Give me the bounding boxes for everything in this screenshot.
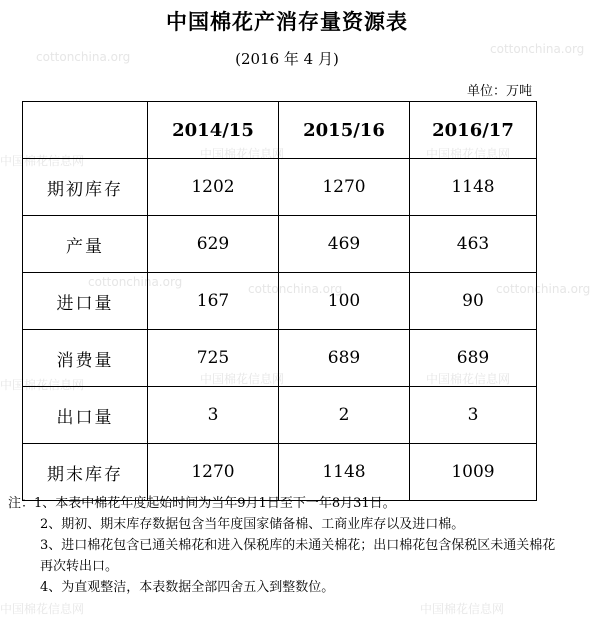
footnote: 2、期初、期末库存数据包含当年度国家储备棉、工商业库存以及进口棉。 (40, 517, 465, 532)
watermark: 中国棉花信息网 (426, 372, 511, 386)
row-label: 消费量 (23, 330, 148, 387)
watermark: 中国棉花信息网 (200, 372, 285, 386)
watermark: 中国棉花信息网 (0, 602, 85, 616)
header-cell-2016-17: 2016/17 (410, 102, 537, 159)
table-row (23, 159, 537, 216)
table-row (23, 330, 537, 387)
watermark: 中国棉花信息网 (426, 147, 511, 161)
cotton-balance-table (22, 101, 537, 501)
header-cell-2014-15: 2014/15 (148, 102, 279, 159)
table-cell: 469 (279, 216, 410, 273)
table-row (23, 216, 537, 273)
table-cell: 1148 (410, 159, 537, 216)
watermark: 中国棉花信息网 (0, 378, 85, 392)
table-cell: 167 (148, 273, 279, 330)
table-row (23, 444, 537, 501)
table-cell: 3 (410, 387, 537, 444)
footnote: 4、为直观整洁，本表数据全部四舍五入到整数位。 (40, 580, 335, 595)
table-cell: 90 (410, 273, 537, 330)
footnote: 3、进口棉花包含已通关棉花和进入保税库的未通关棉花；出口棉花包含保税区未通关棉花再次转出口。 (40, 538, 556, 574)
watermark: cottonchina.org (490, 42, 585, 56)
table-cell: 3 (148, 387, 279, 444)
page-title: 中国棉花产消存量资源表 (166, 10, 408, 34)
row-label: 产量 (23, 216, 148, 273)
table-cell: 689 (279, 330, 410, 387)
watermark: cottonchina.org (248, 282, 343, 296)
watermark: cottonchina.org (496, 282, 590, 296)
row-label: 出口量 (23, 387, 148, 444)
footnote: 注：1、本表中棉花年度起始时间为当年9月1日至下一年8月31日。 (8, 496, 396, 511)
table-cell: 463 (410, 216, 537, 273)
row-label: 期初库存 (23, 159, 148, 216)
table-cell: 1148 (279, 444, 410, 501)
watermark: 中国棉花信息网 (0, 154, 85, 168)
table-cell: 2 (279, 387, 410, 444)
row-label: 进口量 (23, 273, 148, 330)
header-cell-empty (23, 102, 148, 159)
table-cell: 1270 (279, 159, 410, 216)
table-row (23, 273, 537, 330)
watermark: 中国棉花信息网 (200, 147, 285, 161)
table-cell: 100 (279, 273, 410, 330)
header-cell-2015-16: 2015/16 (279, 102, 410, 159)
watermark: cottonchina.org (36, 50, 131, 64)
watermark: 中国棉花信息网 (420, 602, 505, 616)
unit-label: 单位：万吨 (466, 84, 532, 99)
table-cell: 1202 (148, 159, 279, 216)
table-cell: 1270 (148, 444, 279, 501)
table-header-row (23, 102, 537, 159)
footnotes (8, 493, 568, 598)
page-subtitle: (2016 年 4 月) (235, 50, 339, 68)
table-cell: 689 (410, 330, 537, 387)
watermark: cottonchina.org (88, 275, 183, 289)
table-row (23, 387, 537, 444)
table-cell: 629 (148, 216, 279, 273)
table-cell: 1009 (410, 444, 537, 501)
row-label: 期末库存 (23, 444, 148, 501)
table-cell: 725 (148, 330, 279, 387)
